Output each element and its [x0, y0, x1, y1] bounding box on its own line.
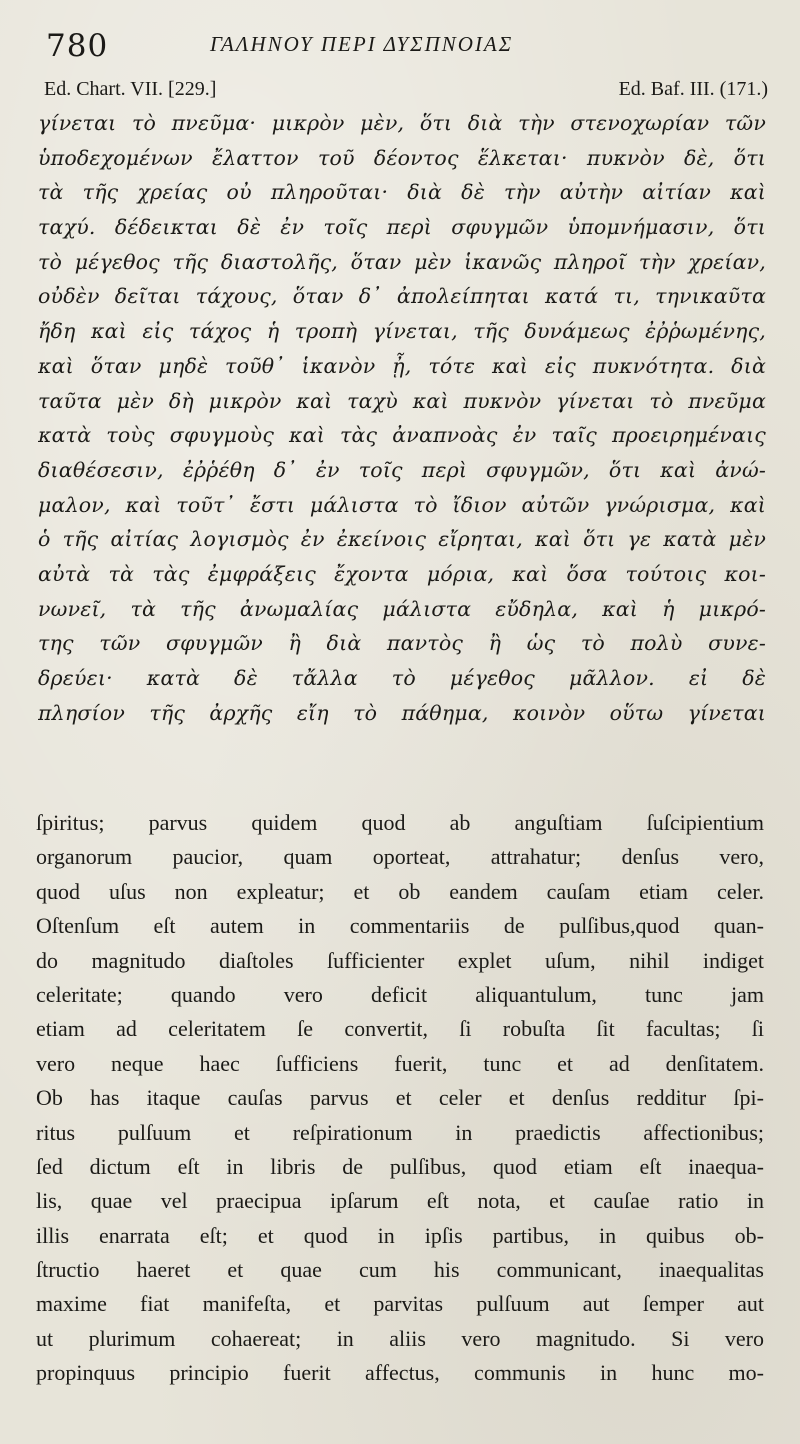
latin-line: ſpiritus; parvus quidem quod ab anguſtiam ſuſcipientium [36, 810, 764, 835]
page-header [40, 22, 770, 68]
latin-line: Oſtenſum eſt autem in commentariis de pulſibus,quod quan- [36, 913, 764, 939]
latin-line: organorum paucior, quam oporteat, attrahatur; denſus vero, [36, 844, 764, 870]
latin-line: ritus pulſuum et reſpirationum in praedictis affectionibus; [36, 1119, 764, 1145]
greek-line: ἤδη καὶ εἰς τάχος ἡ τροπὴ γίνεται, τῆς δυνάμεως ἐῤῥωμένης, [38, 319, 766, 344]
latin-line: quod uſus non expleatur; et ob eandem cauſam etiam celer. [36, 878, 764, 904]
latin-line: do magnitudo diaſtoles ſufficienter explet uſum, nihil indiget [36, 947, 764, 973]
latin-line: ut plurimum cohaereat; in aliis vero magnitudo. Si vero [36, 1325, 764, 1351]
latin-line: ſed dictum eſt in libris de pulſibus, quod etiam eſt inaequa- [36, 1153, 764, 1179]
latin-line: maxime fiat manifeſta, et parvitas pulſuum aut ſemper aut [36, 1291, 764, 1317]
latin-line: propinquus principio fuerit affectus, communis in hunc mo- [36, 1360, 764, 1386]
greek-line: ὁ τῆς αἰτίας λογισμὸς ἐν ἐκείνοις εἴρηται, καὶ ὅτι γε κατὰ μὲν [38, 527, 766, 552]
latin-line: etiam ad celeritatem ſe convertit, ſi robuſta ſit facultas; ſi [36, 1016, 764, 1042]
greek-line: μαλον, καὶ τοῦτ᾽ ἔστι μάλιστα τὸ ἴδιον αὐτῶν γνώρισμα, καὶ [38, 492, 766, 517]
greek-line: κατὰ τοὺς σφυγμοὺς καὶ τὰς ἀναπνοὰς ἐν ταῖς προειρημέναις [38, 423, 766, 448]
latin-line: Ob has itaque cauſas parvus et celer et denſus redditur ſpi- [36, 1085, 764, 1111]
greek-line: ταῦτα μὲν δὴ μικρὸν καὶ ταχὺ καὶ πυκνὸν γίνεται τὸ πνεῦμα [38, 388, 766, 413]
greek-line: πλησίον τῆς ἀρχῆς εἴη τὸ πάθημα, κοινὸν οὕτω γίνεται [38, 700, 766, 725]
page-number: 780 [46, 28, 109, 64]
edition-reference-line [44, 78, 768, 104]
greek-line: της τῶν σφυγμῶν ἢ διὰ παντὸς ἢ ὡς τὸ πολὺ συνε- [38, 631, 766, 656]
greek-line: ταχύ. δέδεικται δὲ ἐν τοῖς περὶ σφυγμῶν ὑπομνήμασιν, ὅτι [38, 215, 766, 240]
latin-line: ſtructio haeret et quae cum his communicant, inaequalitas [36, 1257, 764, 1283]
edition-basel: Ed. Baf. III. (171.) [618, 78, 768, 100]
greek-text-block [38, 106, 766, 730]
greek-line: καὶ ὅταν μηδὲ τοῦθ᾽ ἱκανὸν ᾖ, τότε καὶ εἰς πυκνότητα. διὰ [38, 353, 766, 378]
greek-line: τὰ τῆς χρείας οὐ πληροῦται· διὰ δὲ τὴν αὐτὴν αἰτίαν καὶ [38, 180, 766, 205]
latin-line: celeritate; quando vero deficit aliquantulum, tunc jam [36, 981, 764, 1007]
greek-line: οὐδὲν δεῖται τάχους, ὅταν δ᾽ ἀπολείπηται κατά τι, τηνικαῦτα [38, 284, 766, 309]
latin-line: vero neque haec ſufficiens fuerit, tunc et ad denſitatem. [36, 1050, 764, 1076]
greek-line: διαθέσεσιν, ἐῤῥέθη δ᾽ ἐν τοῖς περὶ σφυγμῶν, ὅτι καὶ ἀνώ- [38, 457, 766, 482]
greek-line: αὐτὰ τὰ τὰς ἐμφράξεις ἔχοντα μόρια, καὶ ὅσα τούτοις κοι- [38, 561, 766, 586]
latin-line: lis, quae vel praecipua ipſarum eſt nota, et cauſae ratio in [36, 1188, 764, 1214]
greek-line: δρεύει· κατὰ δὲ τἄλλα τὸ μέγεθος μᾶλλον. εἰ δὲ [38, 666, 766, 690]
latin-line: illis enarrata eſt; et quod in ipſis partibus, in quibus ob- [36, 1222, 764, 1248]
greek-line: ὑποδεχομένων ἔλαττον τοῦ δέοντος ἕλκεται· πυκνὸν δὲ, ὅτι [38, 145, 766, 170]
greek-line: νωνεῖ, τὰ τῆς ἀνωμαλίας μάλιστα εὔδηλα, καὶ ἡ μικρό- [38, 596, 766, 621]
edition-chartier: Ed. Chart. VII. [229.] [44, 78, 217, 100]
running-title: ΓΑΛΗΝΟΥ ΠΕΡΙ ΔΥΣΠΝΟΙΑΣ [210, 32, 514, 56]
greek-line: γίνεται τὸ πνεῦμα· μικρὸν μὲν, ὅτι διὰ τὴν στενοχωρίαν τῶν [38, 111, 766, 135]
latin-text-block [36, 806, 764, 1391]
greek-line: τὸ μέγεθος τῆς διαστολῆς, ὅταν μὲν ἱκανῶς πληροῖ τὴν χρείαν, [38, 249, 766, 274]
